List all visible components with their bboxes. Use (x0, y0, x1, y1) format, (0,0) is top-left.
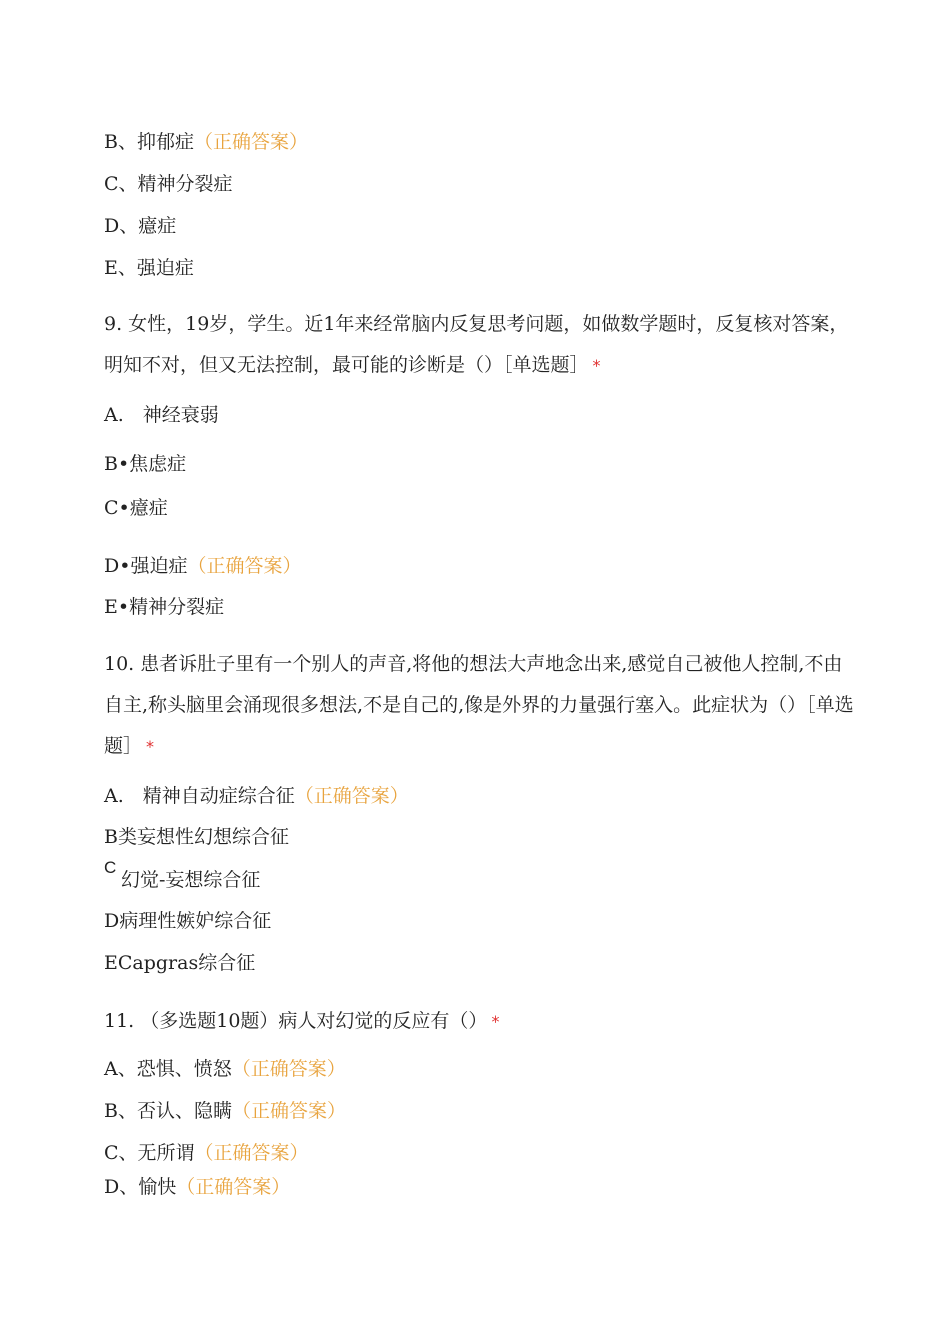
question-10-text (104, 644, 854, 767)
option-q11-c[interactable] (104, 1141, 309, 1165)
correct-answer-mark: （正确答案） (193, 131, 308, 153)
option-text: D、愉快 (104, 1176, 177, 1198)
option-q10-b[interactable] (104, 825, 289, 849)
option-text: D、癔症 (104, 215, 177, 237)
option-q8-c[interactable] (104, 172, 233, 196)
option-text: B、否认、隐瞒 (104, 1100, 232, 1122)
option-q9-a[interactable] (104, 403, 219, 427)
question-9-text (104, 304, 854, 386)
correct-answer-mark: （正确答案） (231, 1058, 346, 1080)
correct-answer-mark: （正确答案） (294, 785, 409, 807)
option-q11-b[interactable] (104, 1099, 346, 1123)
correct-answer-mark: （正确答案） (231, 1100, 346, 1122)
question-11-text (104, 1009, 499, 1034)
option-text: E、强迫症 (104, 257, 194, 279)
option-q11-d[interactable] (104, 1175, 290, 1199)
required-mark: * (146, 737, 155, 756)
option-q10-a[interactable] (104, 784, 409, 808)
option-q9-e[interactable] (104, 595, 224, 619)
question-text: 9. 女性，19岁，学生。近1年来经常脑内反复思考问题，如做数学题时，反复核对答案，明知不对，但又无法控制，最可能的诊断是（）［单选题］ (104, 313, 849, 376)
option-text: 幻觉-妄想综合征 (121, 869, 261, 891)
option-text: A. 精神自动症综合征 (104, 785, 295, 807)
option-text: B、抑郁症 (104, 131, 194, 153)
question-text: 10. 患者诉肚子里有一个别人的声音,将他的想法大声地念出来,感觉自己被他人控制,不由自主,称头脑里会涌现很多想法,不是自己的,像是外界的力量强行塞入。此症状为（）［单选题］ (104, 653, 854, 757)
option-q9-c[interactable] (104, 496, 168, 520)
question-text: 11. （多选题10题）病人对幻觉的反应有（） (104, 1010, 488, 1032)
option-letter: C (104, 858, 117, 877)
correct-answer-mark: （正确答案） (187, 555, 302, 577)
option-text: D病理性嫉妒综合征 (104, 910, 272, 932)
option-text: A. 神经衰弱 (104, 404, 219, 426)
option-text: C、无所谓 (104, 1142, 195, 1164)
option-text: B类妄想性幻想综合征 (104, 826, 289, 848)
required-mark: * (592, 356, 601, 375)
option-q8-b[interactable] (104, 130, 308, 154)
option-text: A、恐惧、愤怒 (104, 1058, 232, 1080)
required-mark: * (491, 1012, 500, 1031)
option-text: B•焦虑症 (104, 453, 187, 475)
option-q9-b[interactable] (104, 452, 186, 476)
option-text: D•强迫症 (104, 555, 188, 577)
option-text: C•癔症 (104, 497, 168, 519)
option-q9-d[interactable] (104, 554, 301, 578)
correct-answer-mark: （正确答案） (194, 1142, 309, 1164)
option-q8-d[interactable] (104, 214, 176, 238)
option-q10-e[interactable] (104, 951, 255, 975)
option-q10-d[interactable] (104, 909, 271, 933)
option-text: E•精神分裂症 (104, 596, 225, 618)
option-q11-a[interactable] (104, 1057, 346, 1081)
correct-answer-mark: （正确答案） (176, 1176, 291, 1198)
option-q8-e[interactable] (104, 256, 194, 280)
option-text: C、精神分裂症 (104, 173, 233, 195)
option-text: ECapgras综合征 (104, 952, 256, 974)
